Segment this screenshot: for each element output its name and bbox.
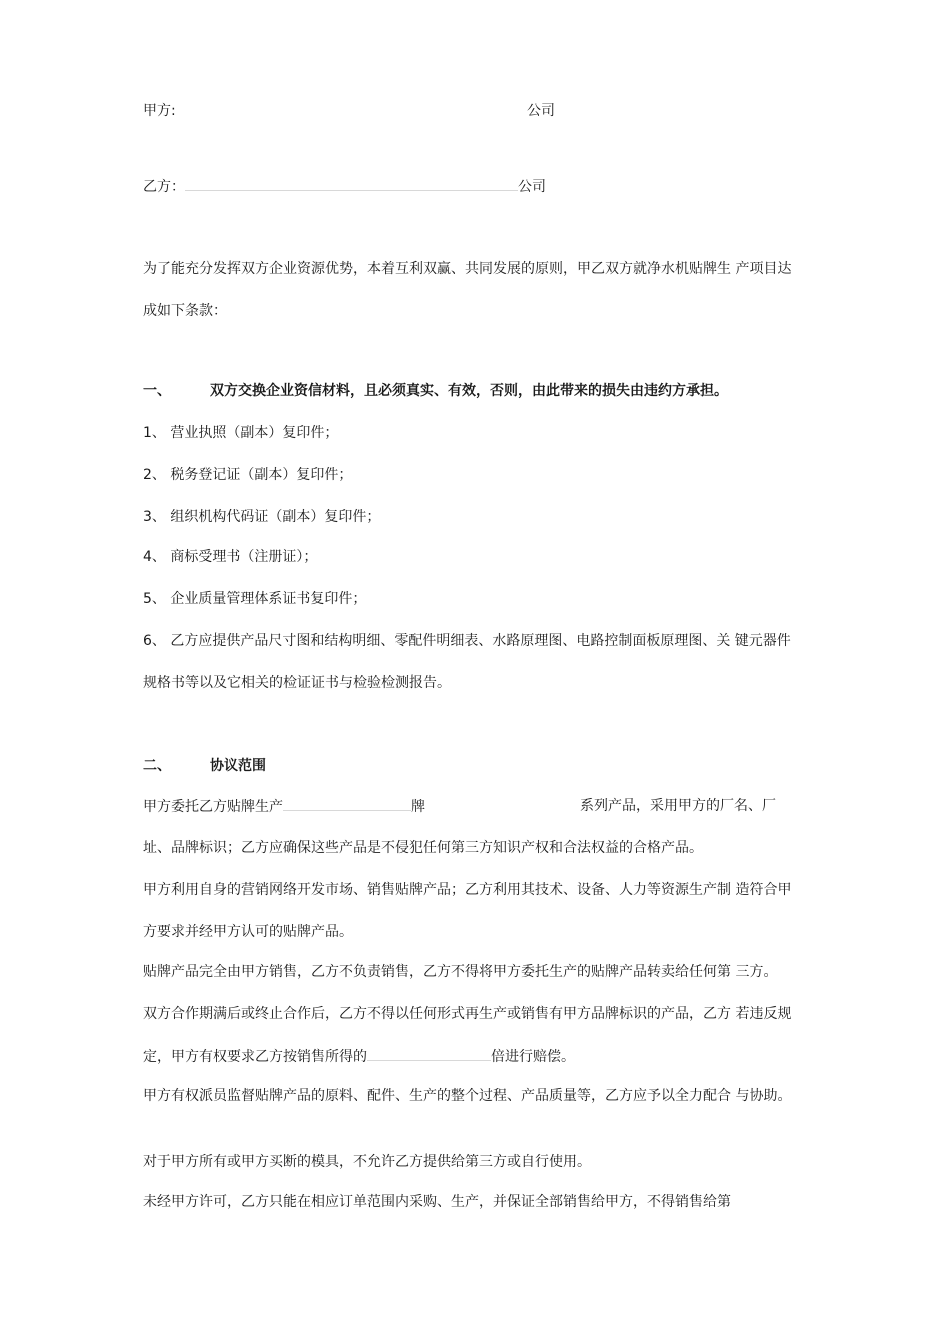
section-1-title: 双方交换企业资信材料，且必须真实、有效，否则，由此带来的损失由违约方承担。 <box>210 383 728 399</box>
section-2-p3: 贴牌产品完全由甲方销售，乙方不负责销售，乙方不得将甲方委托生产的贴牌产品转卖给任何第 三方。 <box>143 964 778 980</box>
section-1-item: 规格书等以及它相关的检证证书与检验检测报告。 <box>143 675 451 691</box>
p1-text-c: 系列产品，采用甲方的厂名、厂 <box>580 798 776 814</box>
section-2-number: 二、 <box>143 758 171 774</box>
party-b-label: 乙方： <box>143 179 185 195</box>
brand-blank <box>283 796 411 811</box>
section-1-item: 1、 营业执照（副本）复印件； <box>143 425 339 441</box>
p1-text-b: 牌 <box>411 799 425 815</box>
party-b-suffix: 公司 <box>518 179 546 195</box>
section-1-heading <box>143 381 171 401</box>
section-1-item: 3、 组织机构代码证（副本）复印件； <box>143 509 381 525</box>
section-2-p6: 对于甲方所有或甲方买断的模具，不允许乙方提供给第三方或自行使用。 <box>143 1154 591 1170</box>
section-1-item: 5、 企业质量管理体系证书复印件； <box>143 591 367 607</box>
p1-text-a: 甲方委托乙方贴牌生产 <box>143 799 283 815</box>
section-1-item: 4、 商标受理书（注册证）； <box>143 549 318 565</box>
party-a-label: 甲方: <box>143 103 176 119</box>
section-2-p2-line-2: 方要求并经甲方认可的贴牌产品。 <box>143 924 353 940</box>
party-a-line <box>143 101 176 121</box>
p4-text-b: 倍进行赔偿。 <box>491 1049 575 1065</box>
section-2-p4-line-2 <box>143 1046 575 1067</box>
party-b-line <box>143 176 546 197</box>
section-2-heading <box>143 756 171 776</box>
party-b-name-blank <box>185 176 518 191</box>
section-2-p1-line-2: 址、品牌标识；乙方应确保这些产品是不侵犯任何第三方知识产权和合法权益的合格产品。 <box>143 840 703 856</box>
p4-text-a: 定，甲方有权要求乙方按销售所得的 <box>143 1049 367 1065</box>
section-2-p7: 未经甲方许可，乙方只能在相应订单范围内采购、生产，并保证全部销售给甲方，不得销售给第 <box>143 1194 731 1210</box>
section-1-item: 6、 乙方应提供产品尺寸图和结构明细、零配件明细表、水路原理图、电路控制面板原理图、关 键元器件 <box>143 633 791 649</box>
section-2-p4-line-1: 双方合作期满后或终止合作后，乙方不得以任何形式再生产或销售有甲方品牌标识的产品，乙方 若违反规 <box>143 1006 792 1022</box>
intro-line-1: 为了能充分发挥双方企业资源优势，本着互利双赢、共同发展的原则，甲乙双方就净水机贴牌生 产项目达 <box>143 261 792 277</box>
multiple-blank <box>367 1046 491 1061</box>
section-2-title: 协议范围 <box>210 758 266 774</box>
intro-line-2: 成如下条款： <box>143 303 227 319</box>
section-1-item: 2、 税务登记证（副本）复印件； <box>143 467 353 483</box>
section-2-p2-line-1: 甲方利用自身的营销网络开发市场、销售贴牌产品；乙方利用其技术、设备、人力等资源生产制 造符合甲 <box>143 882 792 898</box>
party-a-suffix: 公司 <box>527 103 555 119</box>
section-1-number: 一、 <box>143 383 171 399</box>
section-2-p1-line-1 <box>143 796 425 817</box>
section-2-p5: 甲方有权派员监督贴牌产品的原料、配件、生产的整个过程、产品质量等，乙方应予以全力配合 与协助。 <box>143 1088 792 1104</box>
